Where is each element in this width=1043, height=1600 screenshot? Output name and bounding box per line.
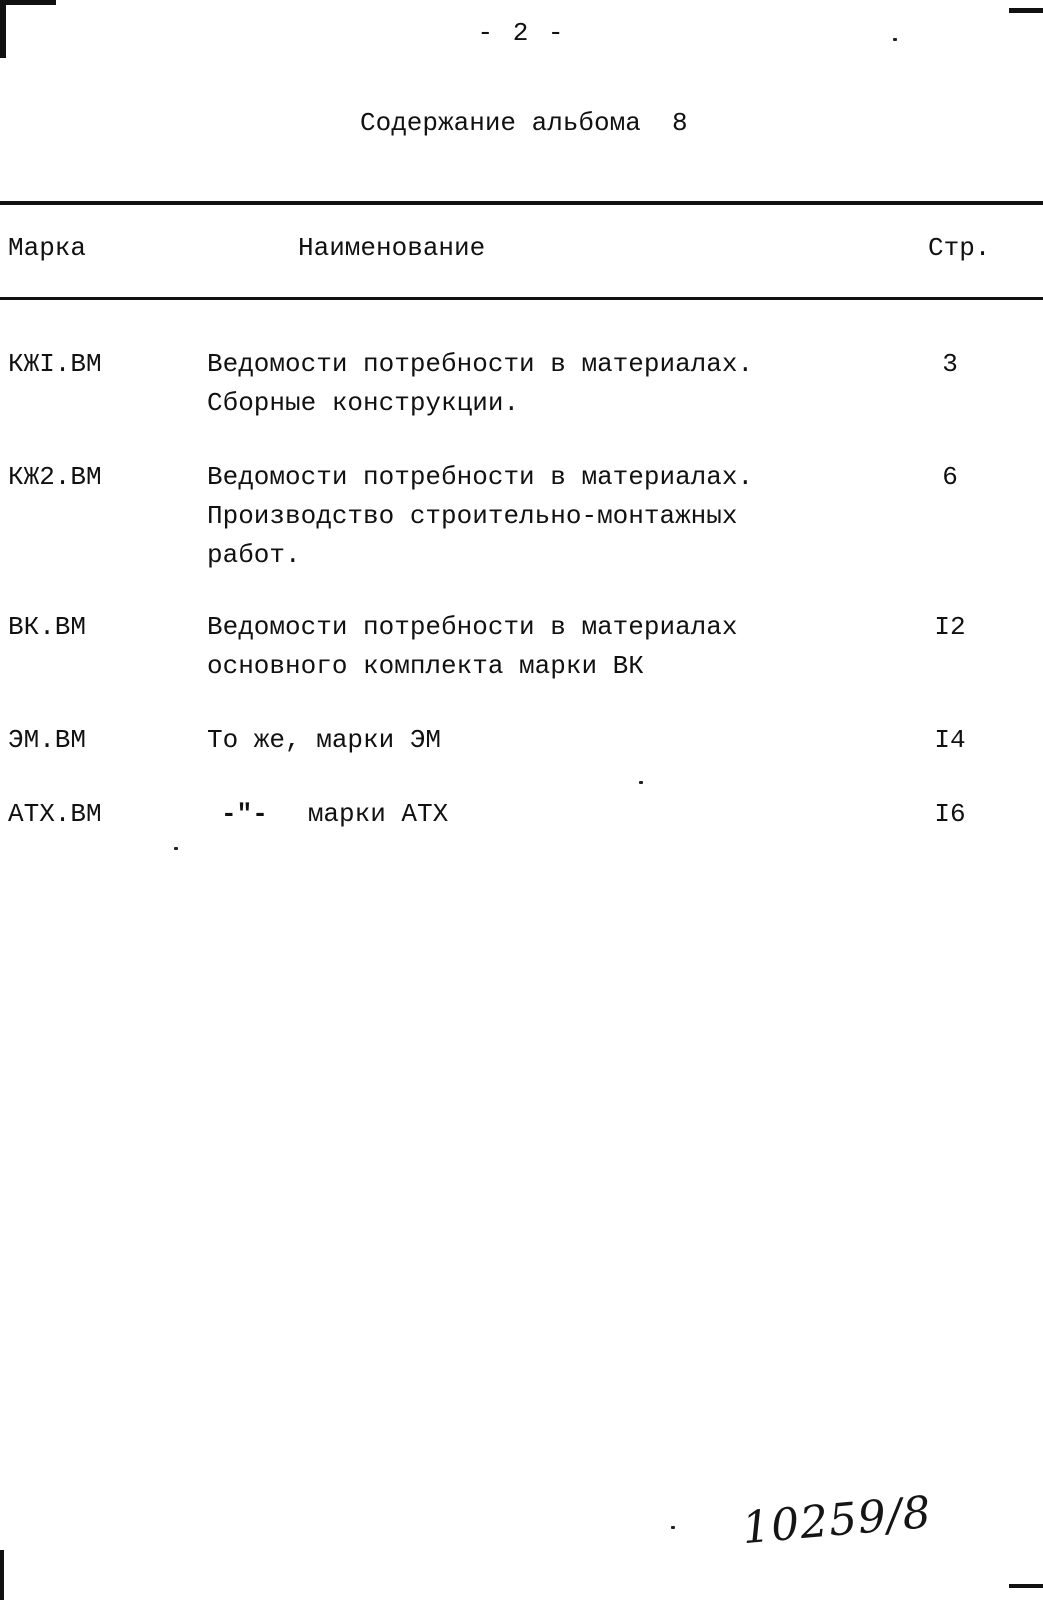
column-header-mark: Марка (8, 233, 87, 263)
scan-speck (639, 781, 643, 784)
column-header-name: Наименование (298, 233, 486, 263)
handwritten-inventory-number: 10259/8 (740, 1486, 934, 1555)
row-page: I2 (934, 612, 966, 642)
column-header-page: Стр. (928, 233, 991, 263)
row-name: марки АТХ (307, 799, 449, 829)
row-page: 6 (942, 462, 958, 492)
scan-speck (671, 1526, 675, 1529)
row-name: Ведомости потребности в материалах основного комплекта марки ВК (207, 612, 738, 681)
row-mark: КЖ2.ВМ (8, 462, 102, 492)
scan-speck (174, 847, 178, 850)
page-number: - 2 - (477, 18, 566, 48)
row-mark: АТХ.ВМ (8, 799, 102, 829)
row-page: I4 (934, 725, 966, 755)
ditto-mark: -"- (221, 799, 268, 829)
page-edge-mark-bottom-left (0, 1550, 4, 1600)
page-title: Содержание альбома 8 (360, 108, 688, 138)
row-mark: ВК.ВМ (8, 612, 87, 642)
row-name: То же, марки ЭМ (207, 725, 442, 755)
scan-speck (893, 38, 897, 41)
row-name: Ведомости потребности в материалах. Сборные конструкции. (207, 349, 754, 418)
table-top-rule (0, 201, 1043, 205)
row-name: Ведомости потребности в материалах. Производство строительно-монтажных работ. (207, 462, 754, 570)
row-mark: КЖI.ВМ (8, 349, 102, 379)
row-mark: ЭМ.ВМ (8, 725, 87, 755)
table-header-rule (0, 297, 1043, 300)
row-name-with-ditto (207, 795, 807, 834)
row-page: 3 (942, 349, 958, 379)
page-corner-mark-right (1009, 8, 1043, 13)
page-edge-mark-bottom-right (1009, 1584, 1043, 1588)
row-page: I6 (934, 799, 966, 829)
